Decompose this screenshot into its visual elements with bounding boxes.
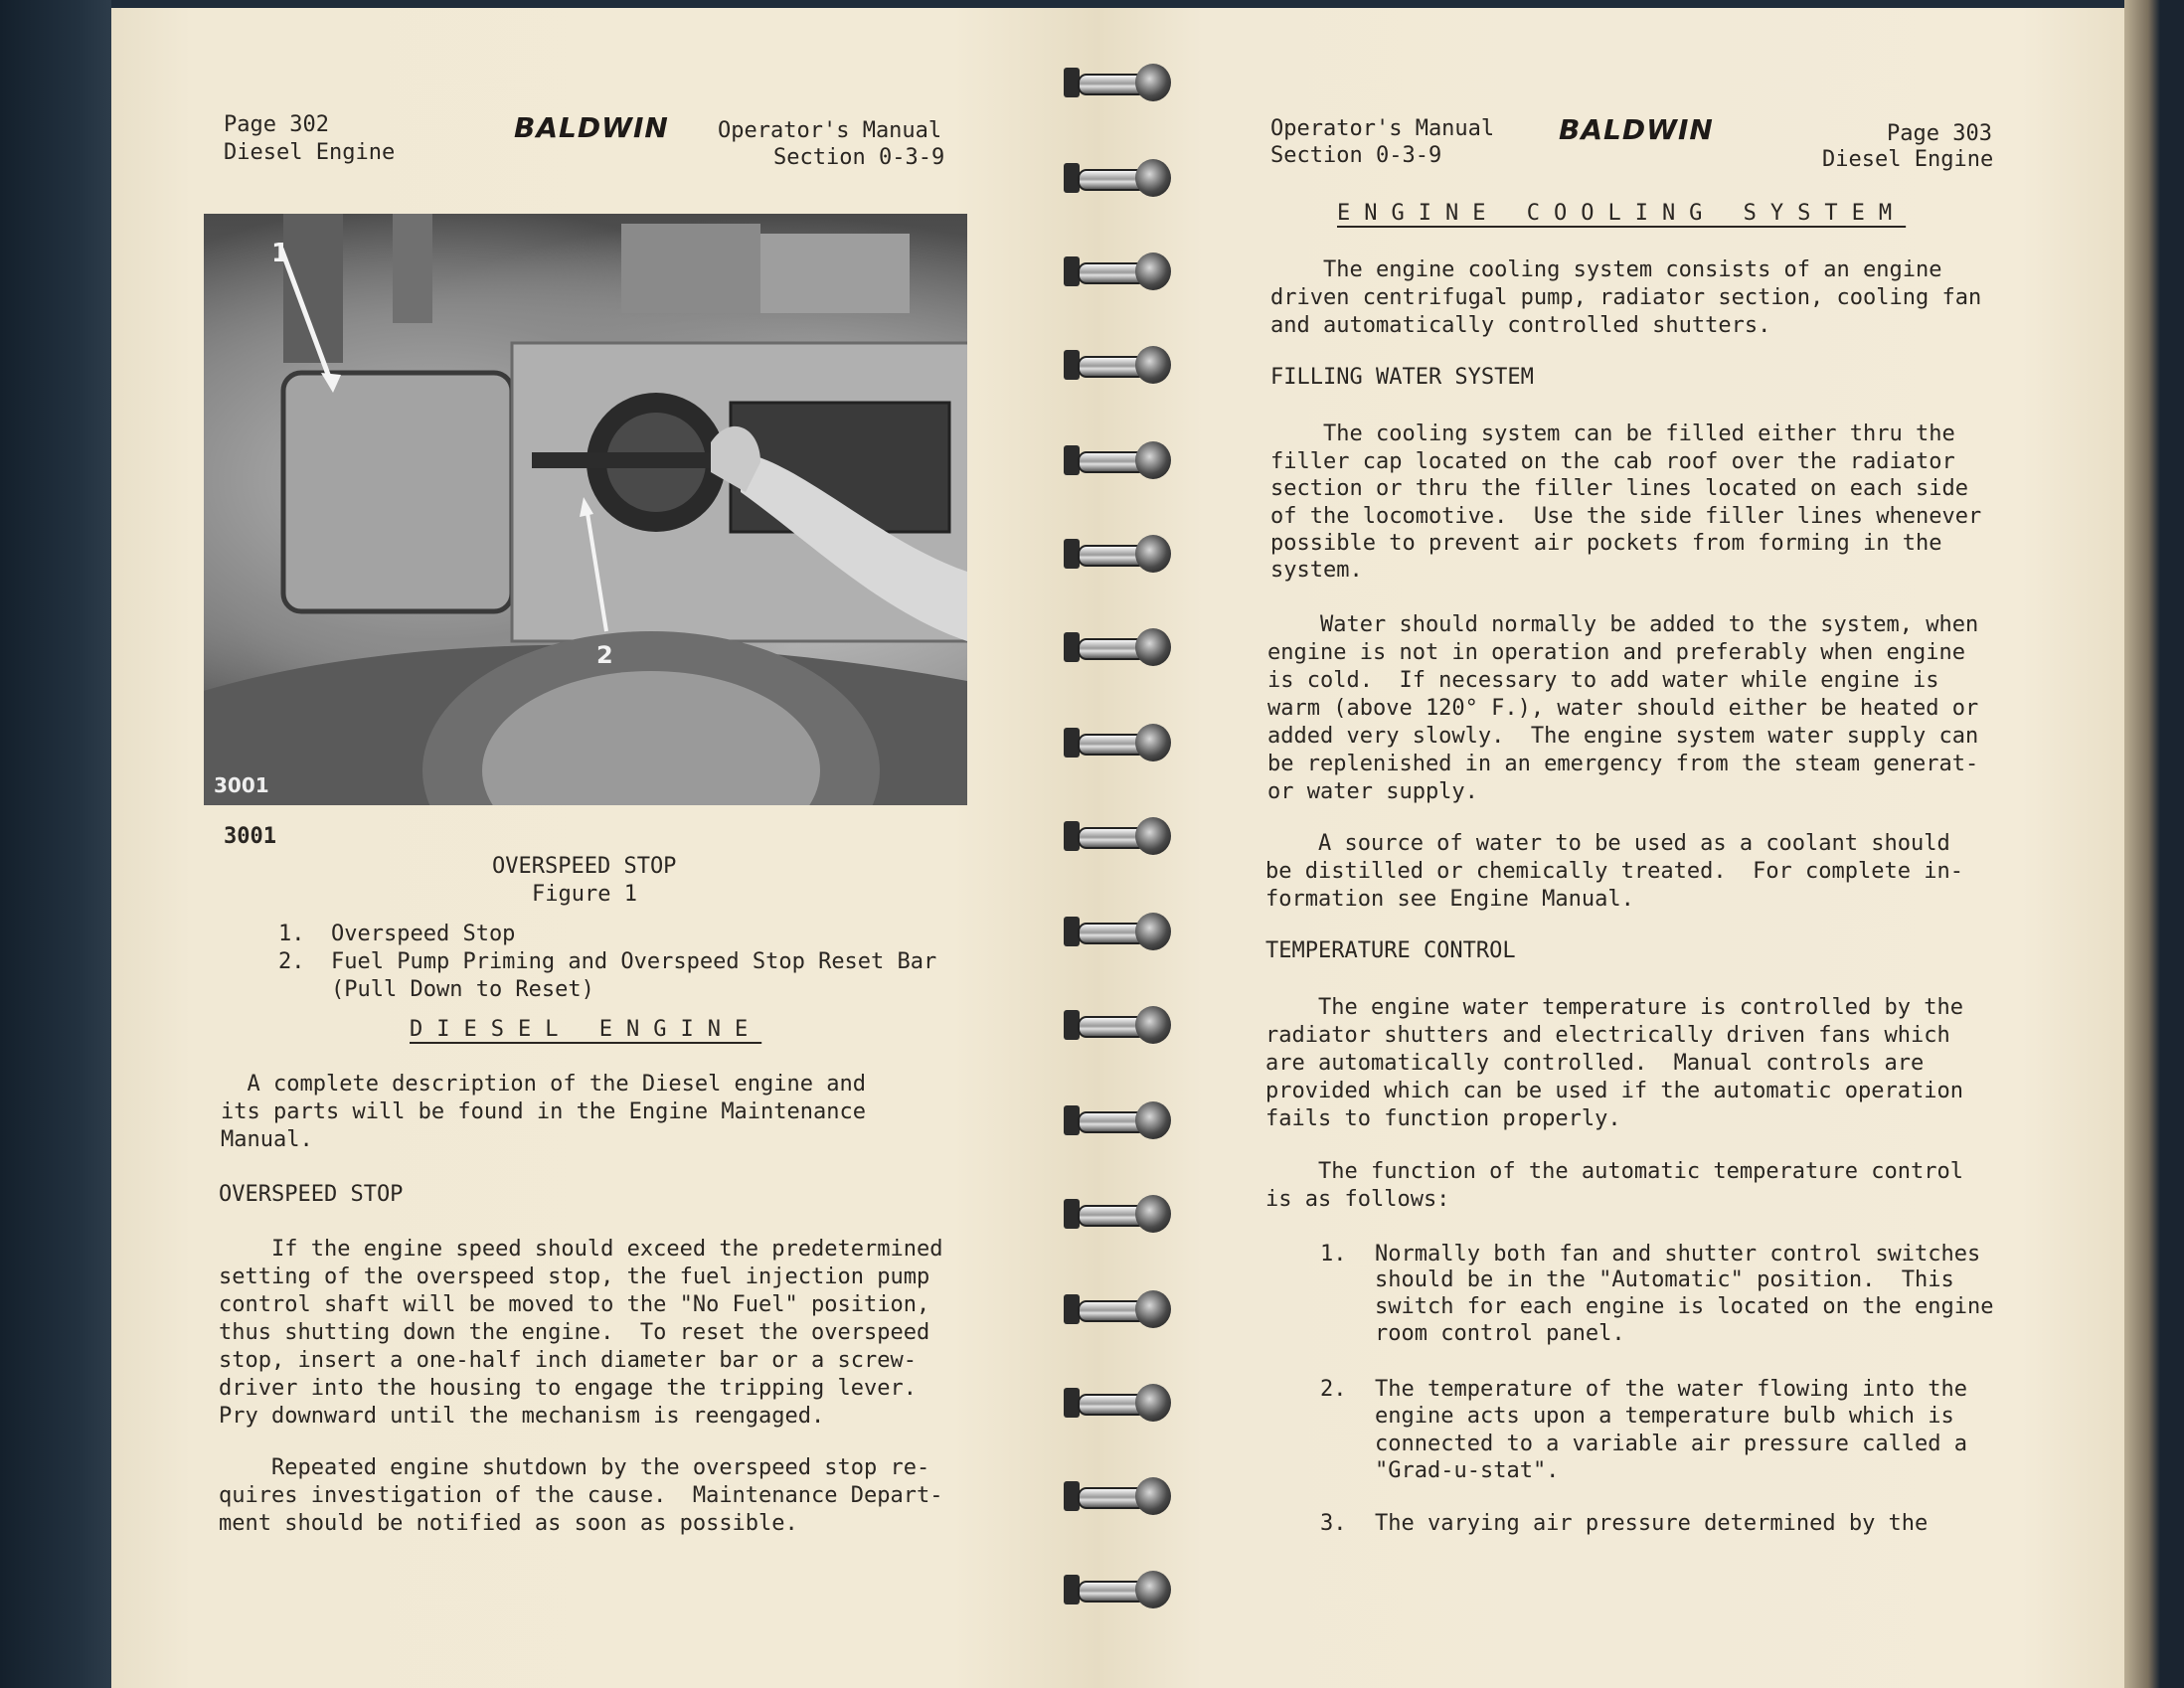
water-line-4: warm (above 120° F.), water should either be heated or — [1267, 696, 1979, 721]
legend-text-1: Overspeed Stop — [331, 922, 516, 946]
binding-ring — [1064, 626, 1171, 668]
right-manual-title: Operator's Manual — [1270, 116, 1495, 141]
function-line-1: The function of the automatic temperature control — [1265, 1159, 1963, 1184]
water-line-7: or water supply. — [1267, 779, 1478, 804]
left-page-number: Page 302 — [224, 112, 329, 137]
list-num-1: 1. — [1320, 1242, 1347, 1266]
source-line-2: be distilled or chemically treated. For complete in- — [1265, 859, 1963, 884]
cooling-intro-line-1: The engine cooling system consists of an engine — [1270, 257, 1942, 282]
binding-ring — [1064, 1569, 1171, 1610]
legend-text-2: Fuel Pump Priming and Overspeed Stop Reset Bar — [331, 949, 937, 974]
figure-title: OVERSPEED STOP — [492, 854, 677, 879]
left-manual-title: Operator's Manual — [718, 118, 942, 143]
water-line-6: be replenished in an emergency from the steam generat- — [1267, 752, 1979, 776]
fill-line-6: system. — [1270, 558, 1363, 583]
left-section-name: Diesel Engine — [224, 140, 396, 165]
binding-ring — [1064, 344, 1171, 386]
water-line-1: Water should normally be added to the system, when — [1267, 612, 1979, 637]
list2-line-3: connected to a variable air pressure called a — [1375, 1432, 1968, 1456]
binding-ring — [1064, 815, 1171, 857]
right-section-code: Section 0-3-9 — [1270, 143, 1442, 168]
overspeed-stop-subheading: OVERSPEED STOP — [219, 1182, 404, 1207]
water-line-2: engine is not in operation and preferably when engine — [1267, 640, 1965, 665]
binding-ring — [1064, 1382, 1171, 1424]
source-line-1: A source of water to be used as a coolant should — [1265, 831, 1950, 856]
fill-line-2: filler cap located on the cab roof over the radiator — [1270, 449, 1955, 474]
book-cover-left — [0, 0, 111, 1688]
binding-ring — [1064, 1099, 1171, 1141]
binding-ring — [1064, 722, 1171, 763]
binding-ring — [1064, 1288, 1171, 1330]
binding-ring — [1064, 1475, 1171, 1517]
photo-illustration — [204, 214, 967, 805]
list1-line-4: room control panel. — [1375, 1321, 1625, 1346]
left-brand: BALDWIN — [514, 111, 669, 144]
para2-line-2: quires investigation of the cause. Maintenance Depart- — [219, 1483, 943, 1508]
temp-line-3: are automatically controlled. Manual controls are — [1265, 1051, 1925, 1076]
list-num-3: 3. — [1320, 1511, 1347, 1536]
list2-line-4: "Grad-u-stat". — [1375, 1458, 1560, 1483]
para1-line-3: control shaft will be moved to the "No Fuel" position, — [219, 1292, 930, 1317]
spiral-binding — [1054, 50, 1173, 1640]
water-line-3: is cold. If necessary to add water while engine is — [1267, 668, 1939, 693]
list2-line-1: The temperature of the water flowing into the — [1375, 1377, 1968, 1402]
book-cover-right — [2124, 0, 2184, 1688]
intro-line-1: A complete description of the Diesel engine and — [221, 1072, 867, 1097]
para1-line-2: setting of the overspeed stop, the fuel injection pump — [219, 1265, 930, 1289]
callout-2-label: 2 — [596, 641, 613, 669]
cooling-intro-line-3: and automatically controlled shutters. — [1270, 313, 1771, 338]
binding-ring — [1064, 911, 1171, 952]
para1-line-7: Pry downward until the mechanism is reengaged. — [219, 1404, 825, 1429]
list2-line-2: engine acts upon a temperature bulb which is — [1375, 1404, 1954, 1429]
para1-line-4: thus shutting down the engine. To reset the overspeed — [219, 1320, 930, 1345]
binding-ring — [1064, 1193, 1171, 1235]
callout-1-label: 1 — [271, 239, 290, 268]
binding-ring — [1064, 533, 1171, 575]
temp-line-4: provided which can be used if the automatic operation — [1265, 1079, 1963, 1103]
list1-line-1: Normally both fan and shutter control switches — [1375, 1242, 1981, 1266]
function-line-2: is as follows: — [1265, 1187, 1450, 1212]
right-page-number: Page 303 — [1887, 121, 1992, 146]
temp-line-5: fails to function properly. — [1265, 1106, 1621, 1131]
list1-line-2: should be in the "Automatic" position. This — [1375, 1267, 1954, 1292]
filling-water-subheading: FILLING WATER SYSTEM — [1270, 365, 1534, 390]
figure-caption: Figure 1 — [532, 882, 637, 907]
figure-number: 3001 — [224, 824, 276, 849]
source-line-3: formation see Engine Manual. — [1265, 887, 1634, 912]
list3-line-1: The varying air pressure determined by the — [1375, 1511, 1929, 1536]
fill-line-5: possible to prevent air pockets from forming in the — [1270, 531, 1942, 556]
para1-line-6: driver into the housing to engage the tripping lever. — [219, 1376, 917, 1401]
temperature-control-subheading: TEMPERATURE CONTROL — [1265, 938, 1516, 963]
binding-ring — [1064, 251, 1171, 292]
overspeed-stop-photo — [204, 214, 967, 805]
temp-line-1: The engine water temperature is controlled by the — [1265, 995, 1963, 1020]
binding-ring — [1064, 157, 1171, 199]
fill-line-3: section or thru the filler lines located on each side — [1270, 476, 1968, 501]
fill-line-1: The cooling system can be filled either thru the — [1270, 422, 1955, 446]
photo-corner-number: 3001 — [214, 773, 269, 797]
right-section-name: Diesel Engine — [1822, 147, 1994, 172]
left-section-code: Section 0-3-9 — [773, 145, 945, 170]
right-brand: BALDWIN — [1559, 113, 1714, 146]
para1-line-5: stop, insert a one-half inch diameter bar or a screw- — [219, 1348, 917, 1373]
cooling-intro-line-2: driven centrifugal pump, radiator section, cooling fan — [1270, 285, 1982, 310]
fill-line-4: of the locomotive. Use the side filler lines whenever — [1270, 504, 1982, 529]
temp-line-2: radiator shutters and electrically driven fans which — [1265, 1023, 1950, 1048]
para2-line-1: Repeated engine shutdown by the overspeed stop re- — [219, 1455, 930, 1480]
intro-line-2: its parts will be found in the Engine Maintenance — [221, 1099, 867, 1124]
binding-ring — [1064, 62, 1171, 103]
binding-ring — [1064, 439, 1171, 481]
binding-ring — [1064, 1004, 1171, 1046]
water-line-5: added very slowly. The engine system water supply can — [1267, 724, 1979, 749]
legend-text-3: (Pull Down to Reset) — [331, 977, 594, 1002]
para1-line-1: If the engine speed should exceed the predetermined — [219, 1237, 943, 1262]
legend-num-2: 2. — [278, 949, 305, 974]
legend-num-1: 1. — [278, 922, 305, 946]
engine-cooling-system-heading: ENGINE COOLING SYSTEM — [1337, 201, 1907, 226]
list-num-2: 2. — [1320, 1377, 1347, 1402]
intro-line-3: Manual. — [221, 1127, 313, 1152]
para2-line-3: ment should be notified as soon as possible. — [219, 1511, 798, 1536]
list1-line-3: switch for each engine is located on the engine — [1375, 1294, 1994, 1319]
diesel-engine-heading: DIESEL ENGINE — [410, 1017, 762, 1042]
